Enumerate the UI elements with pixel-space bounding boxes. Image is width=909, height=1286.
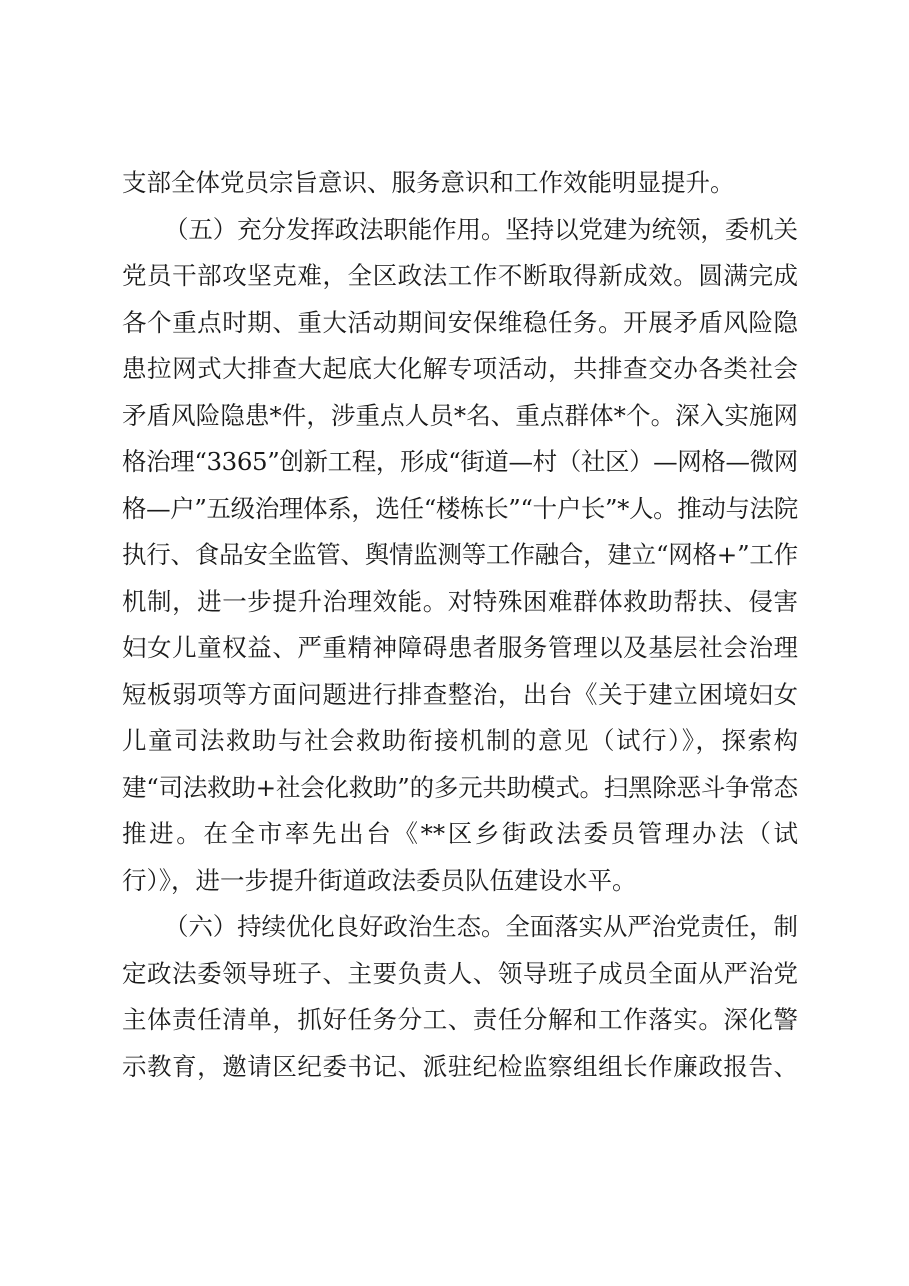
text-line: 矛盾风险隐患*件，涉重点人员*名、重点群体*个。深入实施网 <box>122 400 798 430</box>
text-line: 格—户”五级治理体系，选任“楼栋长”“十户长”*人。推动与法院 <box>122 493 798 523</box>
body-text <box>122 160 798 1090</box>
text-line: 支部全体党员宗旨意识、服务意识和工作效能明显提升。 <box>122 168 735 197</box>
text-line: 主体责任清单，抓好任务分工、责任分解和工作落实。深化警 <box>122 1005 798 1034</box>
text-line: 党员干部攻坚克难，全区政法工作不断取得新成效。圆满完成 <box>122 261 798 290</box>
text-line: 机制，进一步提升治理效能。对特殊困难群体救助帮扶、侵害 <box>122 586 798 616</box>
text-line: 儿童司法救助与社会救助衔接机制的意见（试行）》，探索构 <box>122 726 798 755</box>
text-line: 各个重点时期、重大活动期间安保维稳任务。开展矛盾风险隐 <box>122 307 798 337</box>
text-line: 患拉网式大排查大起底大化解专项活动，共排查交办各类社会 <box>122 354 798 383</box>
text-line: （五）充分发挥政法职能作用。坚持以党建为统领，委机关 <box>164 214 798 244</box>
text-line: 格治理“3365”创新工程，形成“街道—村（社区）—网格—微网 <box>122 447 798 476</box>
text-line: 建“司法救助+社会化救助”的多元共助模式。扫黑除恶斗争常态 <box>122 772 798 802</box>
text-line: 妇女儿童权益、严重精神障碍患者服务管理以及基层社会治理 <box>122 633 798 662</box>
text-line: 示教育，邀请区纪委书记、派驻纪检监察组组长作廉政报告、 <box>122 1051 798 1081</box>
text-line: 行）》，进一步提升街道政法委员队伍建设水平。 <box>122 865 637 895</box>
text-line: 定政法委领导班子、主要负责人、领导班子成员全面从严治党 <box>122 958 798 988</box>
text-line: 推进。在全市率先出台《**区乡街政法委员管理办法（试 <box>122 819 798 848</box>
text-line: 执行、食品安全监管、舆情监测等工作融合，建立“网格+”工作 <box>122 540 798 569</box>
text-line: 短板弱项等方面问题进行排查整治，出台《关于建立困境妇女 <box>122 679 798 709</box>
text-line: （六）持续优化良好政治生态。全面落实从严治党责任，制 <box>164 912 798 941</box>
